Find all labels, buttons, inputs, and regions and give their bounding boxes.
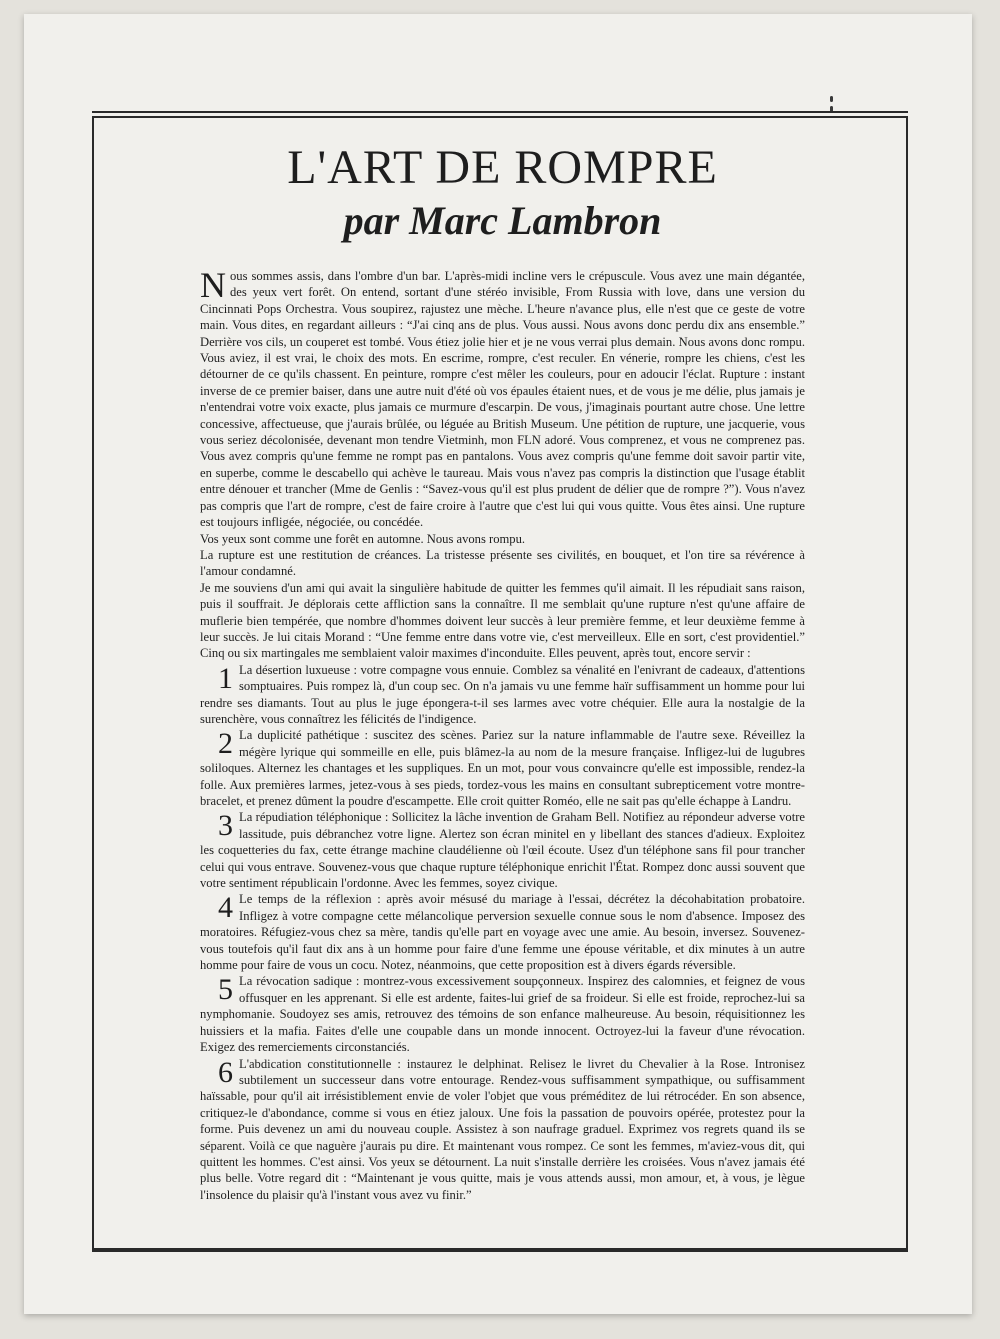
- item-number: 2: [218, 727, 233, 761]
- list-item: [200, 973, 805, 1055]
- item-text: La désertion luxueuse : votre compagne vous ennuie. Comblez sa vénalité en l'enivrant de cadeaux, d'attentions somptuaires. Puis rompez là, d'un coup sec. On n'a jamais vu une femme haïr suffisamment un homme pour lui rendre ses diamants. Tout au plus le juge épongera-t-il ses larmes avec votre chéquier. Elle aura la nostalgie de la surenchère, vous connaîtrez les félicités de l'indigence.: [200, 662, 805, 726]
- list-item: [200, 891, 805, 973]
- list-item: [200, 809, 805, 891]
- drop-cap: N: [200, 265, 226, 305]
- item-number: 1: [218, 661, 233, 695]
- item-text: La répudiation téléphonique : Sollicitez la lâche invention de Graham Bell. Notifiez au répondeur adverse votre lassitude, puis débranchez votre ligne. Alertez son écran minitel en y libellant des stances d'adieux. Exploitez les coquetteries du fax, cette étrange machine claudélienne où l'œil écoute. Usez d'un téléphone sans fil pour trancher celui qui vous entrave. Souvenez-vous que chaque rupture téléphonique enrichit l'État. Rompez donc aussi souvent que votre sentiment républicain l'ordonne. Avec les femmes, soyez civique.: [200, 810, 805, 891]
- intro-text: ous sommes assis, dans l'ombre d'un bar. L'après-midi incline vers le crépuscule. Vous avez une main dégantée, des yeux vert forêt. On entend, sortant d'une stéréo invisible, From Russia with love, dans une version du Cincinnati Pops Orchestra. Vous soupirez, rajustez une mèche. L'heure n'avance plus, elle n'est que ce geste de votre main. Vous dites, en regardant ailleurs : “J'ai cinq ans de plus. Vous aussi. Nous avons donc perdu dix ans ensemble.” Derrière vos cils, un couperet est tombé. Vous étiez jolie hier et je ne vous verrai plus demain. Nous avons donc rompu. Vous aviez, il est vrai, le choix des mots. En escrime, rompre, c'est reculer. En vénerie, rompre les chiens, c'est les détourner de ce qu'ils chassent. En peinture, rompre c'est mêler les couleurs, pour en adoucir l'éclat. Rupture : instant inverse de ce premier baiser, dans une autre nuit d'été où vos épaules étaient nues, et de vous je me déliе, plus jamais je n'entendrai votre voix exacte, plus jamais ce murmure d'escarpin. De vous, j'imaginais pourtant autre chose. Une lettre concessive, affectueuse, que j'aurais brûlée, ou léguée au British Museum. Une pétition de rupture, une jacquerie, vous vous seriez décolonisée, devenant mon tendre Vietminh, mon FLN adoré. Vous comprenez, et vous ne comprenez pas. Vous avez compris qu'une femme ne rompt pas en pantalons. Vous avez compris qu'une femme doit savoir partir vite, en superbe, comme le descabello qui achève le taureau. Mais vous n'avez pas compris la distinction que l'usage établit entre dénouer et trancher (Mme de Genlis : “Savez-vous qu'il est plus prudent de délier que de rompre ?”). Vous n'avez pas compris que l'art de rompre, c'est de faire croire à l'autre que c'est lui qui vous quitte. Vous êtes ainsi. Une rupture est toujours infligée, négociée, ou concédée.: [200, 269, 805, 530]
- intro-paragraph: [200, 265, 805, 531]
- bottom-rule: [92, 1250, 908, 1252]
- article: [200, 140, 805, 1203]
- paragraph: Je me souviens d'un ami qui avait la singulière habitude de quitter les femmes qu'il aimait. Il les répudiait sans raison, puis il souffrait. Je déplorais cette affliction sans la connaître. Il me semblait qu'une rupture n'est qu'une affaire de muflerie bien tempérée, que nombre d'hommes doivent leur succès à leur première femme, et leur deuxième femme à leur succès. Je lui citais Morand : “Une femme entre dans votre vie, c'est merveilleux. Elle en sort, c'est providentiel.” Cinq ou six martingales me semblaient valoir maximes d'inconduite. Elles peuvent, après tout, encore servir :: [200, 580, 805, 661]
- top-rule: [92, 111, 908, 113]
- item-text: La duplicité pathétique : suscitez des scènes. Pariez sur la nature inflammable de l'autre sexe. Réveillez la mégère lyrique qui sommeille en elle, puis blâmez-la au nom de la mesure française. Infligez-lui de lugubres soliloques. Alternez les chantages et les suppliques. En un mot, pour vous convaincre qu'elle est impossible, rendez-la folle. Aux premières larmes, jetez-vous à ses pieds, tordez-vous les mains en consultant subrepticement votre montre-bracelet, et prenez dûment la poudre d'escampette. Elle croit quitter Roméo, elle ne sait pas qu'elle échappe à Landru.: [200, 728, 805, 808]
- item-text: L'abdication constitutionnelle : instaurez le delphinat. Relisez le livret du Chevalier à la Rose. Intronisez subtilement un successeur dans votre entourage. Rendez-vous suffisamment sympathique, ou suffisamment haïssable, pour qu'il ait irrésistiblement envie de voler l'objet que vous préméditez de lui rétrocéder. En son absence, critiquez-le d'abondance, comme si vous en étiez jaloux. Une fois la passation de pouvoirs opérée, protestez pour la forme. Puis devenez un ami du nouveau couple. Assistez à son naufrage graduel. Exprimez vos regrets quand ils se séparent. Voilà ce que naguère j'aurais pu dire. Et maintenant vous rompez. Ce sont les femmes, m'aviez-vous dit, qui quittent les hommes. C'est ainsi. Vos yeux se détournent. La nuit s'installe derrière les croisées. Vous n'avez jamais été plus belle. Votre regard dit : “Maintenant je vous quitte, mais je vous attends aussi, mon amour, et, à vous, je lègue l'insolence du plaisir qu'à l'instant vous avez vu finir.”: [200, 1056, 805, 1202]
- item-text: La révocation sadique : montrez-vous excessivement soupçonneux. Inspirez des calomnies, et feignez de vous offusquer en les apprenant. Si elle est ardente, faites-lui grief de sa froideur. Si elle est froide, reprochez-lui sa nymphomanie. Soudoyez ses amis, retrouvez des témoins de son enfance malheureuse. Au besoin, réquisitionnez les huissiers et la mafia. Faites d'elle une coupable dans un monde innocent. Octroyez-lui la faveur d'une révocation. Exigez des remerciements circonstanciés.: [200, 974, 805, 1055]
- paragraph: La rupture est une restitution de créances. La tristesse présente ses civilités, en bouquet, et l'on tire sa révérence à l'amour condamné.: [200, 547, 805, 579]
- list-item: [200, 662, 805, 728]
- item-number: 5: [218, 973, 233, 1007]
- article-body: [200, 265, 805, 1203]
- article-author: par Marc Lambron: [343, 198, 662, 243]
- item-number: 4: [218, 891, 233, 925]
- item-number: 6: [218, 1055, 233, 1089]
- article-title: L'ART DE ROMPRE: [287, 141, 718, 194]
- list-item: [200, 1056, 805, 1204]
- list-item: [200, 727, 805, 809]
- page-speck: [830, 96, 833, 102]
- item-text: Le temps de la réflexion : après avoir mésusé du mariage à l'essai, décrétez la décohabitation probatoire. Infligez à votre compagne cette mélancolique perversion sexuelle connue sous le nom d'absence. Imposez des moratoires. Réfugiez-vous chez sa mère, tandis qu'elle part en voyage avec une amie. Au besoin, inversez. Souvenez-vous toutefois qu'il faut dix ans à un homme pour faire d'une femme une épouse véritable, et dix minutes à un autre homme pour faire de vous un cocu. Notez, néanmoins, que cette proposition est à divers égards réversible.: [200, 892, 805, 973]
- item-number: 3: [218, 809, 233, 843]
- paragraph: Vos yeux sont comme une forêt en automne. Nous avons rompu.: [200, 531, 526, 546]
